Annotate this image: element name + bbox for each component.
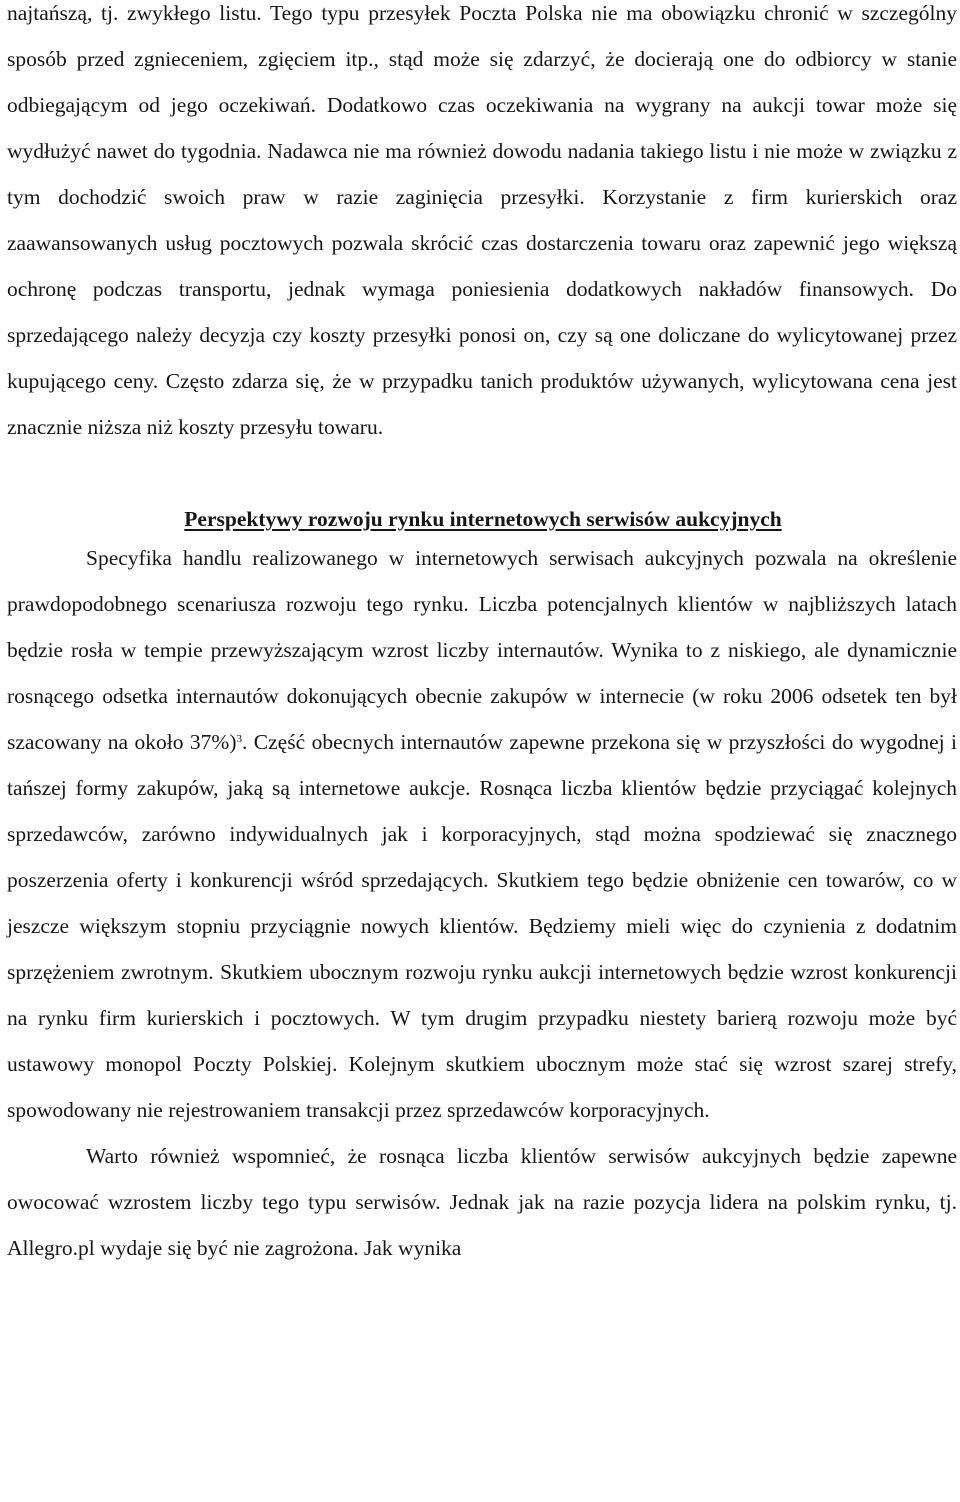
document-page xyxy=(7,0,957,1271)
paragraph-allegro: Warto również wspomnieć, że rosnąca liczba klientów serwisów aukcyjnych będzie zapewne owocować wzrostem liczby tego typu serwisów. Jednak jak na razie pozycja lidera na polskim rynku, tj. Allegro.pl wydaje się być nie zagrożona. Jak wynika xyxy=(7,1144,957,1260)
section-heading: Perspektywy rozwoju rynku internetowych serwisów aukcyjnych xyxy=(184,507,782,531)
paragraph-perspectives xyxy=(7,535,957,1133)
paragraph-shipping: najtańszą, tj. zwykłego listu. Tego typu przesyłek Poczta Polska nie ma obowiązku chronić w szczególny sposób przed zgnieceniem, zgięciem itp., stąd może się zdarzyć, że docierają one do odbiorcy w stanie odbiegającym od jego oczekiwań. Dodatkowo czas oczekiwania na wygrany na aukcji towar może się wydłużyć nawet do tygodnia. Nadawca nie ma również dowodu nadania takiego listu i nie może w związku z tym dochodzić swoich praw w razie zaginięcia przesyłki. Korzystanie z firm kurierskich oraz zaawansowanych usług pocztowych pozwala skrócić czas dostarczenia towaru oraz zapewnić jego większą ochronę podczas transportu, jednak wymaga poniesienia dodatkowych nakładów finansowych. Do sprzedającego należy decyzja czy koszty przesyłki ponosi on, czy są one doliczane do wylicytowanej przez kupującego ceny. Często zdarza się, że w przypadku tanich produktów używanych, wylicytowana cena jest znacznie niższa niż koszty przesyłu towaru. xyxy=(7,1,957,439)
paragraph-perspectives-text-2: . Część obecnych internautów zapewne przekona się w przyszłości do wygodnej i tańszej formy zakupów, jaką są internetowe aukcje. Rosnąca liczba klientów będzie przyciągać kolejnych sprzedawców, zarówno indywidualnych jak i korporacyjnych, stąd można spodziewać się znacznego poszerzenia oferty i konkurencji wśród sprzedających. Skutkiem tego będzie obniżenie cen towarów, co w jeszcze większym stopniu przyciągnie nowych klientów. Będziemy mieli więc do czynienia z dodatnim sprzężeniem zwrotnym. Skutkiem ubocznym rozwoju rynku aukcji internetowych będzie wzrost konkurencji na rynku firm kurierskich i pocztowych. W tym drugim przypadku niestety barierą rozwoju może być ustawowy monopol Poczty Polskiej. Kolejnym skutkiem ubocznym może stać się wzrost szarej strefy, spowodowany nie rejestrowaniem transakcji przez sprzedawców korporacyjnych. xyxy=(7,730,957,1122)
paragraph-perspectives-text-1: Specyfika handlu realizowanego w internetowych serwisach aukcyjnych pozwala na określenie prawdopodobnego scenariusza rozwoju tego rynku. Liczba potencjalnych klientów w najbliższych latach będzie rosła w tempie przewyższającym wzrost liczby internautów. Wynika to z niskiego, ale dynamicznie rosnącego odsetka internautów dokonujących obecnie zakupów w internecie (w roku 2006 odsetek ten był szacowany na około 37%) xyxy=(7,546,957,754)
footnote-reference[interactable]: 3 xyxy=(236,733,242,745)
